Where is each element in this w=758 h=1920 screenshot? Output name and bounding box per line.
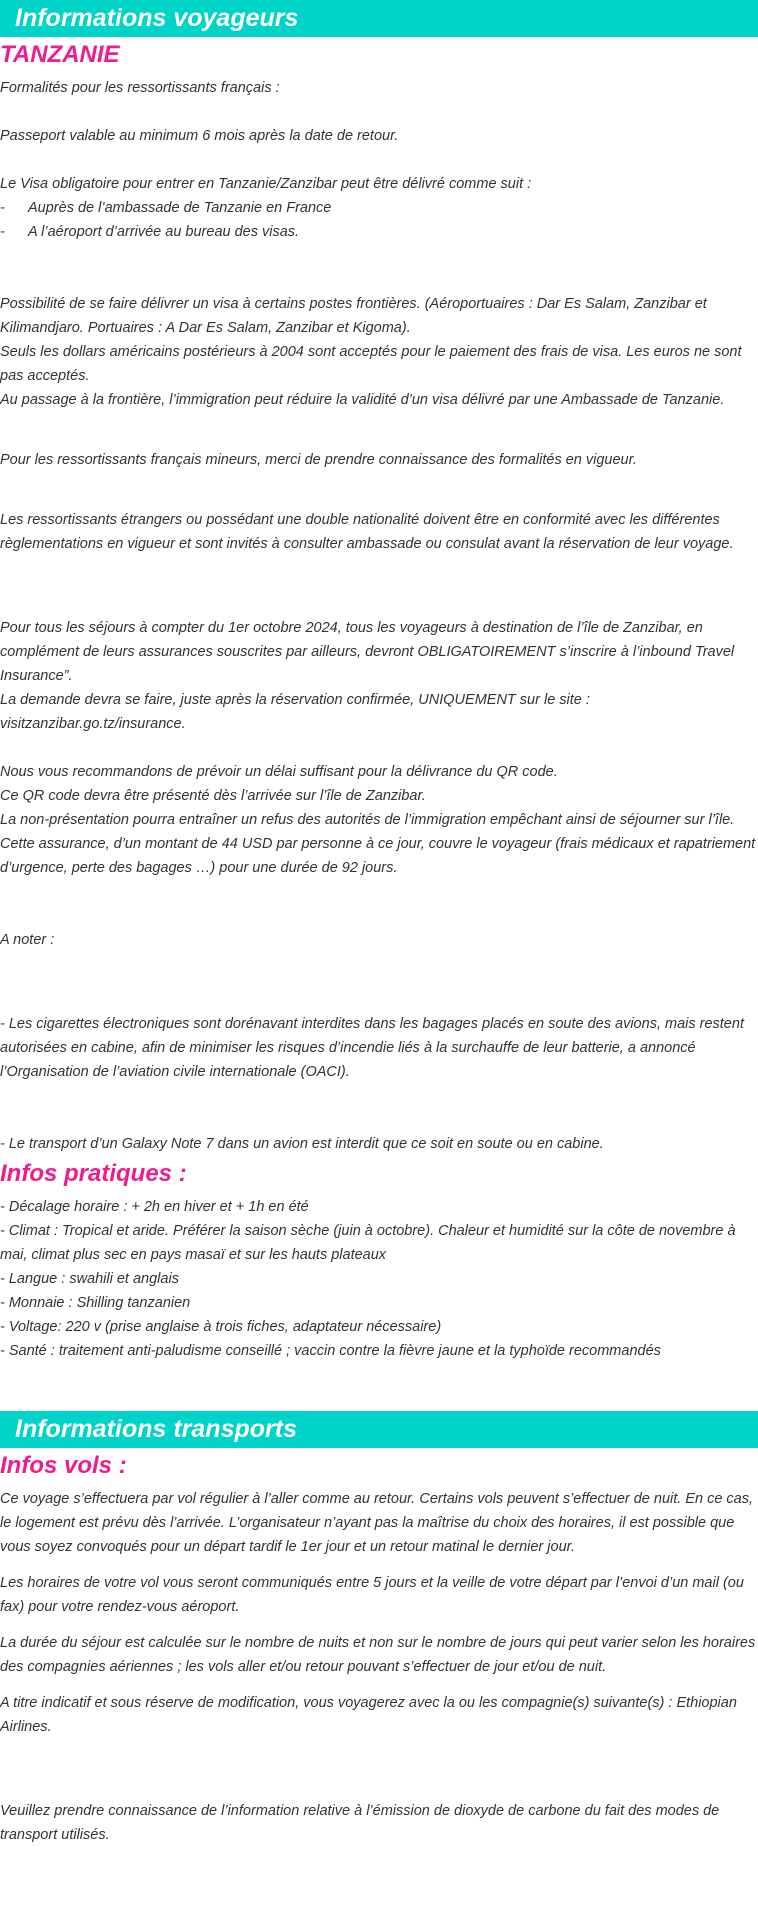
note-cigarettes: - Les cigarettes électroniques sont dorénavant interdites dans les bagages placés en soute des avions, mais restent autorisées en cabine, afin de minimiser les risques d’incendie liés à la surchauffe de leur batterie, a annoncé l’Organisation de l’aviation civile internationale (OACI). — [0, 1016, 744, 1080]
practical-list: - Décalage horaire : + 2h en hiver et + 1h en été - Climat : Tropical et aride. Préférer la saison sèche (juin à octobre). Chaleur et humidité sur la côte de novembre à mai, climat plus sec en pays masaï et sur les hauts plateaux - Langue : swahili et anglais - Monnaie : Shilling tanzanien - Voltage: 220 v (prise anglaise à trois fiches, adaptateur nécessaire) - Santé : traitement anti-paludisme conseillé ; vaccin contre la fièvre jaune et la typhoïde recommandés — [0, 1199, 736, 1359]
flights-title: Infos vols : — [0, 1452, 127, 1479]
foreigners-text: Les ressortissants étrangers ou possédant une double nationalité doivent être en conformité avec les différentes règlementations en vigueur et sont invités à consulter ambassade ou consulat avant la réservation de leur voyage. — [0, 512, 734, 552]
visa-option-item: - A l’aéroport d’arrivée au bureau des visas. — [0, 220, 758, 244]
minors-text: Pour les ressortissants français mineurs, merci de prendre connaissance des formalités en vigueur. — [0, 452, 637, 468]
flights-paragraph: Les horaires de votre vol vous seront communiqués entre 5 jours et la veille de votre départ par l’envoi d’un mail (ou fax) pour votre rendez-vous aéroport. — [0, 1575, 744, 1615]
co2-text: Veuillez prendre connaissance de l’information relative à l’émission de dioxyde de carbone du fait des modes de transport utilisés. — [0, 1803, 720, 1843]
visa-option-item: - Auprès de l’ambassade de Tanzanie en France — [0, 196, 758, 220]
note-galaxy: - Le transport d’un Galaxy Note 7 dans un avion est interdit que ce soit en soute ou en cabine. — [0, 1136, 604, 1152]
country-title: TANZANIE — [0, 41, 120, 68]
flights-paragraph: Ce voyage s’effectuera par vol régulier à l’aller comme au retour. Certains vols peuvent s’effectuer de nuit. En ce cas, le logement est prévu dès l’arrivée. L’organisateur n’ayant pas la maîtrise du choix des horaires, il est possible que vous soyez convoqués pour un départ tardif le 1er jour et un retour matinal le dernier jour. — [0, 1491, 754, 1555]
visa-border-text: Possibilité de se faire délivrer un visa à certains postes frontières. (Aéroportuaires : Dar Es Salam, Zanzibar et Kilimandjaro. Portuaires : A Dar Es Salam, Zanzibar et Kigoma). Seuls les dollars américains postérieurs à 2004 sont acceptés pour le paiement des frais de visa. Les euros ne sont pas acceptés. Au passage à la frontière, l’immigration peut réduire la validité d’un visa délivré par une Ambassade de Tanzanie. — [0, 296, 742, 408]
travelers-banner: Informations voyageurs — [0, 0, 758, 37]
transport-banner: Informations transports — [0, 1411, 758, 1448]
note-label: A noter : — [0, 932, 55, 948]
flights-paragraph: La durée du séjour est calculée sur le nombre de nuits et non sur le nombre de jours qui peut varier selon les horaires des compagnies aériennes ; les vols aller et/ou retour pouvant s’effectuer de jour et/ou de nuit. — [0, 1635, 756, 1675]
zanzibar-insurance-text: Pour tous les séjours à compter du 1er octobre 2024, tous les voyageurs à destination de l’île de Zanzibar, en complément de leurs assurances souscrites par ailleurs, devront OBLIGATOIREMENT s’inscrire à l’inbound Travel Insurance”. La demande devra se faire, juste après la réservation confirmée, UNIQUEMENT sur le site : visitzanzibar.go.tz/insurance. — [0, 620, 735, 732]
practical-title: Infos pratiques : — [0, 1160, 187, 1187]
visa-option-text: Auprès de l’ambassade de Tanzanie en France — [28, 200, 332, 216]
airline-text: A titre indicatif et sous réserve de modification, vous voyagerez avec la ou les compagnie(s) suivante(s) : Ethiopian Airlines. — [0, 1695, 737, 1735]
passport-text: Passeport valable au minimum 6 mois après la date de retour. — [0, 128, 399, 144]
visa-option-text: A l’aéroport d’arrivée au bureau des visas. — [28, 224, 300, 240]
visa-intro: Le Visa obligatoire pour entrer en Tanzanie/Zanzibar peut être délivré comme suit : — [0, 176, 532, 192]
formalities-intro: Formalités pour les ressortissants français : — [0, 80, 280, 96]
qr-code-text: Nous vous recommandons de prévoir un délai suffisant pour la délivrance du QR code. Ce QR code devra être présenté dès l’arrivée sur l’île de Zanzibar. La non-présentation pourra entraîner un refus des autorités de l’immigration empêchant ainsi de séjourner sur l’île. Cette assurance, d’un montant de 44 USD par personne à ce jour, couvre le voyageur (frais médicaux et rapatriement d’urgence, perte des bagages …) pour une durée de 92 jours. — [0, 764, 756, 876]
